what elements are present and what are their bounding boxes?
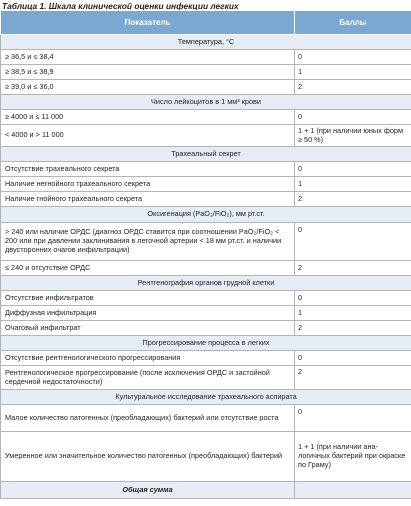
row-label: Диффузная инфильтрация [1, 306, 295, 321]
row-label: ≥ 39,0 и ≤ 36,0 [1, 80, 295, 95]
row-score: 0 [295, 50, 411, 65]
section-title-chest-xray: Рентгенография органов грудной клетки [1, 276, 411, 291]
section-row [1, 276, 411, 291]
section-title-culture: Культуральное исследование трахеального аспирата [1, 390, 411, 405]
row-label: Малое количество патогенных (преобладающих) бактерий или отсутствие роста [1, 405, 295, 432]
section-row [1, 390, 411, 405]
section-row [1, 35, 411, 50]
row-label: < 4000 и > 11 000 [1, 125, 295, 147]
clinical-score-table [0, 10, 411, 499]
row-score: 1 + 1 (при наличии ана-логичных бактерий при окраске по Граму) [295, 432, 411, 482]
row-score: 2 [295, 366, 411, 390]
section-title-oxygenation: Оксигенация (PaO₂/FiO₂), мм рт.ст. [1, 207, 411, 223]
row-score: 1 [295, 306, 411, 321]
table-row [1, 110, 411, 125]
row-score: 0 [295, 351, 411, 366]
total-score [295, 482, 411, 499]
row-label: ≥ 4000 и ≤ 11 000 [1, 110, 295, 125]
row-label: Умеренное или значительное количество патогенных (преобладающих) бактерий [1, 432, 295, 482]
section-row [1, 336, 411, 351]
row-label: Рентгенологическое прогрессирование (после исключения ОРДС и застойной сердечной недостаточности) [1, 366, 295, 390]
row-score: 0 [295, 223, 411, 261]
table-caption: Таблица 1. Шкала клинической оценки инфекции легких [2, 1, 239, 11]
row-label: ≥ 36,5 и ≤ 38,4 [1, 50, 295, 65]
row-label: Наличие негнойного трахеального секрета [1, 177, 295, 192]
table-row [1, 321, 411, 336]
table-row [1, 223, 411, 261]
row-score: 1 [295, 177, 411, 192]
section-title-progression: Прогрессирование процесса в легких [1, 336, 411, 351]
row-label: > 240 или наличие ОРДС (диагноз ОРДС ставится при соотношении PaO₂/FiO₂ < 200 или при давлении заклинивания в легочной артерии < 18 мм рт.ст. и наличии двусторонних очагов инфильтрации) [1, 223, 295, 261]
section-title-temperature: Температура, °С [1, 35, 411, 50]
row-label: Отсутствие трахеального секрета [1, 162, 295, 177]
table-row [1, 306, 411, 321]
row-label: Отсутствие инфильтратов [1, 291, 295, 306]
section-row [1, 95, 411, 110]
table-row [1, 261, 411, 276]
row-score: 2 [295, 261, 411, 276]
table-row [1, 366, 411, 390]
row-score: 1 [295, 65, 411, 80]
row-label: ≥ 38,5 и ≤ 38,9 [1, 65, 295, 80]
row-label: Очаговый инфильтрат [1, 321, 295, 336]
table-row [1, 80, 411, 95]
row-score: 2 [295, 192, 411, 207]
row-score: 2 [295, 321, 411, 336]
row-label: Наличие гнойного трахеального секрета [1, 192, 295, 207]
header-score: Баллы [295, 11, 411, 35]
row-label: ≤ 240 и отсутствие ОРДС [1, 261, 295, 276]
table-row [1, 291, 411, 306]
section-title-tracheal-secretion: Трахеальный секрет [1, 147, 411, 162]
table-row [1, 351, 411, 366]
row-score: 0 [295, 162, 411, 177]
row-score: 2 [295, 80, 411, 95]
table-row [1, 50, 411, 65]
section-row [1, 147, 411, 162]
section-row [1, 207, 411, 223]
row-score: 0 [295, 405, 411, 432]
total-label: Общая сумма [1, 482, 295, 499]
section-title-leukocytes: Число лейкоцитов в 1 мм³ крови [1, 95, 411, 110]
table-row [1, 65, 411, 80]
table-row [1, 162, 411, 177]
table-row [1, 432, 411, 482]
table-row [1, 405, 411, 432]
header-row [1, 11, 411, 35]
table-row [1, 192, 411, 207]
table-row [1, 177, 411, 192]
header-indicator: Показатель [1, 11, 295, 35]
row-label: Отсутствие рентгенологического прогрессирования [1, 351, 295, 366]
row-score: 1 + 1 (при наличии юных форм ≥ 50 %) [295, 125, 411, 147]
row-score: 0 [295, 291, 411, 306]
row-score: 0 [295, 110, 411, 125]
total-row [1, 482, 411, 499]
table-row [1, 125, 411, 147]
